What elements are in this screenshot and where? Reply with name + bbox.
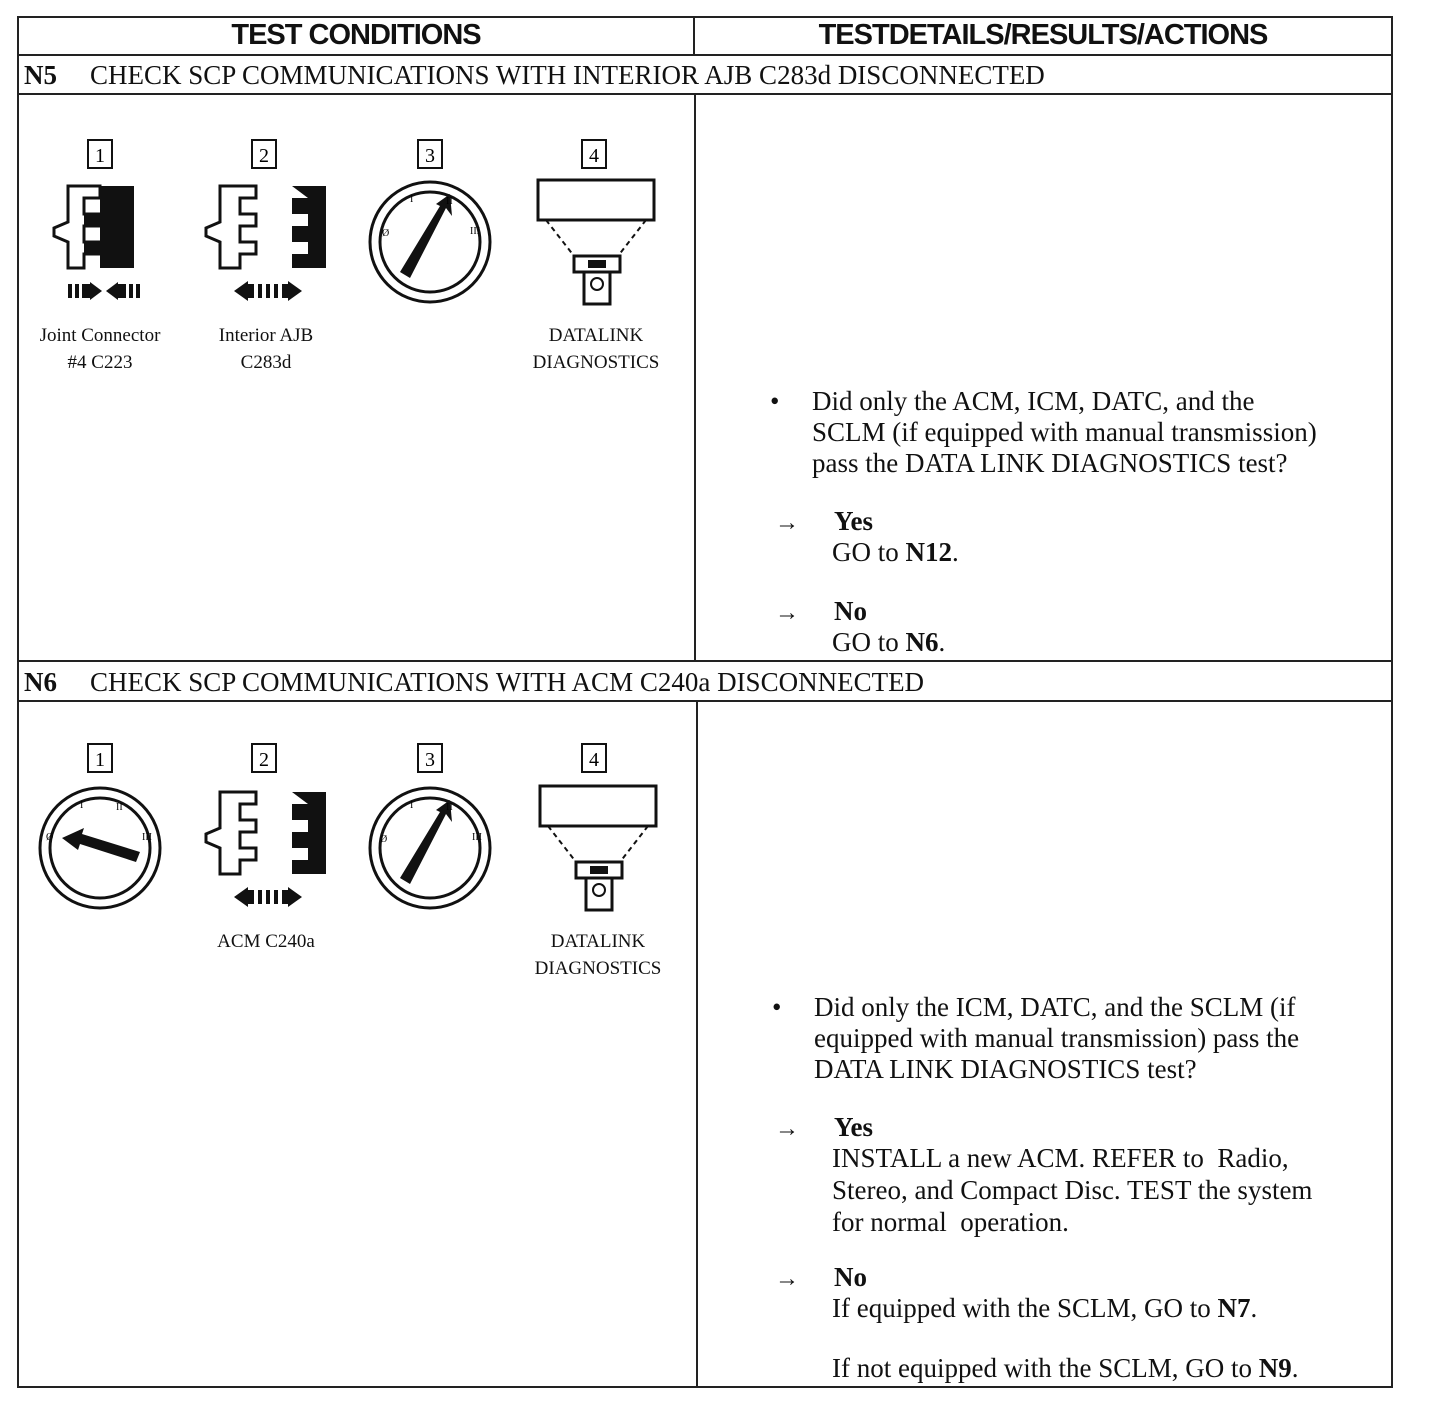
n6-step4-label-line1: DATALINK	[550, 931, 646, 952]
datalink-tool-icon	[532, 740, 662, 915]
connector-connect-icon	[46, 136, 156, 306]
n6-step4-number: 4	[589, 749, 599, 771]
n5-step2-label-line1: Interior AJB	[218, 325, 314, 346]
n5-title-text: CHECK SCP COMMUNICATIONS WITH INTERIOR AJB C283d DISCONNECTED	[90, 60, 1045, 90]
column-divider-n5	[694, 93, 696, 661]
n5-no-arrow-icon: →	[775, 600, 799, 626]
svg-text:Ø: Ø	[46, 832, 54, 843]
n5-step1-label-line2: #4 C223	[67, 352, 133, 373]
n6-step2-label	[186, 928, 346, 955]
n5-no-label: No	[834, 596, 867, 626]
n5-step3-number: 3	[425, 145, 435, 167]
n6-title-text: CHECK SCP COMMUNICATIONS WITH ACM C240a DISCONNECTED	[90, 667, 925, 697]
n6-yes-label: Yes	[834, 1112, 873, 1142]
n5-no-action-text: GO to	[832, 627, 906, 657]
svg-text:II: II	[116, 802, 123, 813]
n6-no-ref-b: N9	[1258, 1353, 1292, 1383]
n6-no-action-b-text: If not equipped with the SCLM, GO to	[832, 1353, 1259, 1383]
n5-yes-action	[832, 536, 959, 568]
n6-no-period-a: .	[1250, 1293, 1258, 1323]
svg-text:I: I	[410, 800, 414, 811]
n5-step1-label-line1: Joint Connector	[39, 325, 161, 346]
n5-question-line1: Did only the ACM, ICM, DATC, and the	[812, 386, 1255, 416]
n6-step1-number: 1	[95, 749, 105, 771]
n5-yes-period: .	[952, 537, 959, 567]
n6-step4-label-line2: DIAGNOSTICS	[534, 958, 662, 979]
svg-text:III: III	[470, 226, 480, 237]
n5-step2-number: 2	[259, 145, 269, 167]
n5-question-line3: pass the DATA LINK DIAGNOSTICS test?	[812, 448, 1288, 478]
n5-yes-action-text: GO to	[832, 537, 906, 567]
n5-step1-number: 1	[95, 145, 105, 167]
n5-id: N5	[24, 60, 57, 90]
svg-text:Ø: Ø	[380, 834, 388, 845]
connector-disconnect-icon	[200, 136, 330, 306]
svg-text:II: II	[446, 196, 453, 207]
svg-text:III: III	[142, 832, 152, 843]
n6-yes-action-line1: INSTALL a new ACM. REFER to Radio,	[832, 1143, 1289, 1173]
n6-yes-action-line2: Stereo, and Compact Disc. TEST the system	[832, 1175, 1313, 1205]
n6-step2-label-line1: ACM C240a	[217, 931, 315, 952]
n6-question-line3: DATA LINK DIAGNOSTICS test?	[814, 1054, 1197, 1084]
svg-text:I: I	[80, 800, 84, 811]
n6-yes-arrow-icon: →	[775, 1116, 799, 1142]
connector-disconnect-icon	[200, 740, 330, 910]
n6-top-rule	[17, 660, 1393, 662]
n6-step3-number: 3	[425, 749, 435, 771]
n6-bullet-icon: •	[772, 992, 782, 1022]
svg-text:II: II	[446, 802, 453, 813]
n6-no-action-a-text: If equipped with the SCLM, GO to	[832, 1293, 1218, 1323]
ignition-run-icon	[366, 740, 496, 915]
n6-question-line2: equipped with manual transmission) pass the	[814, 1023, 1300, 1053]
n5-step4-label-line1: DATALINK	[548, 325, 644, 346]
n5-step2-label-line2: C283d	[240, 352, 292, 373]
n5-step2-label	[186, 322, 346, 376]
n6-title	[24, 663, 924, 701]
n6-no-ref-a: N7	[1217, 1293, 1251, 1323]
n6-no-action-a	[832, 1292, 1257, 1324]
n6-step2-number: 2	[259, 749, 269, 771]
n5-no-ref: N6	[905, 627, 939, 657]
n5-yes-ref: N12	[905, 537, 952, 567]
n6-no-arrow-icon: →	[775, 1266, 799, 1292]
n5-step4-number: 4	[589, 145, 599, 167]
column-divider-n6	[696, 700, 698, 1388]
ignition-run-icon	[366, 136, 496, 311]
n5-question	[812, 386, 1382, 479]
n5-step4-label	[516, 322, 676, 376]
svg-text:I: I	[410, 194, 414, 205]
n6-step4-label	[518, 928, 678, 982]
n5-no-action	[832, 626, 945, 658]
n6-no-period-b: .	[1291, 1353, 1299, 1383]
n6-question-line1: Did only the ICM, DATC, and the SCLM (if	[814, 992, 1296, 1022]
n6-yes-action-line3: for normal operation.	[832, 1207, 1069, 1237]
n6-no-action-b	[832, 1352, 1298, 1384]
datalink-tool-icon	[532, 136, 662, 311]
n5-title	[24, 56, 1045, 94]
n5-bullet-icon: •	[770, 386, 780, 416]
n5-yes-label: Yes	[834, 506, 873, 536]
header-test-conditions: TEST CONDITIONS	[231, 19, 481, 51]
n6-question	[814, 992, 1384, 1085]
n5-yes-arrow-icon: →	[775, 510, 799, 536]
n5-no-period: .	[938, 627, 946, 657]
n5-step1-label	[20, 322, 180, 376]
n6-id: N6	[24, 667, 57, 697]
n6-yes-action	[832, 1142, 1392, 1238]
header-test-details: TESTDETAILS/RESULTS/ACTIONS	[818, 19, 1268, 51]
svg-text:Ø: Ø	[382, 228, 390, 239]
n6-no-label: No	[834, 1262, 867, 1292]
n5-step4-label-line2: DIAGNOSTICS	[532, 352, 660, 373]
svg-text:III: III	[472, 832, 482, 843]
n5-question-line2: SCLM (if equipped with manual transmission)	[812, 417, 1317, 447]
ignition-off-icon	[36, 740, 166, 915]
